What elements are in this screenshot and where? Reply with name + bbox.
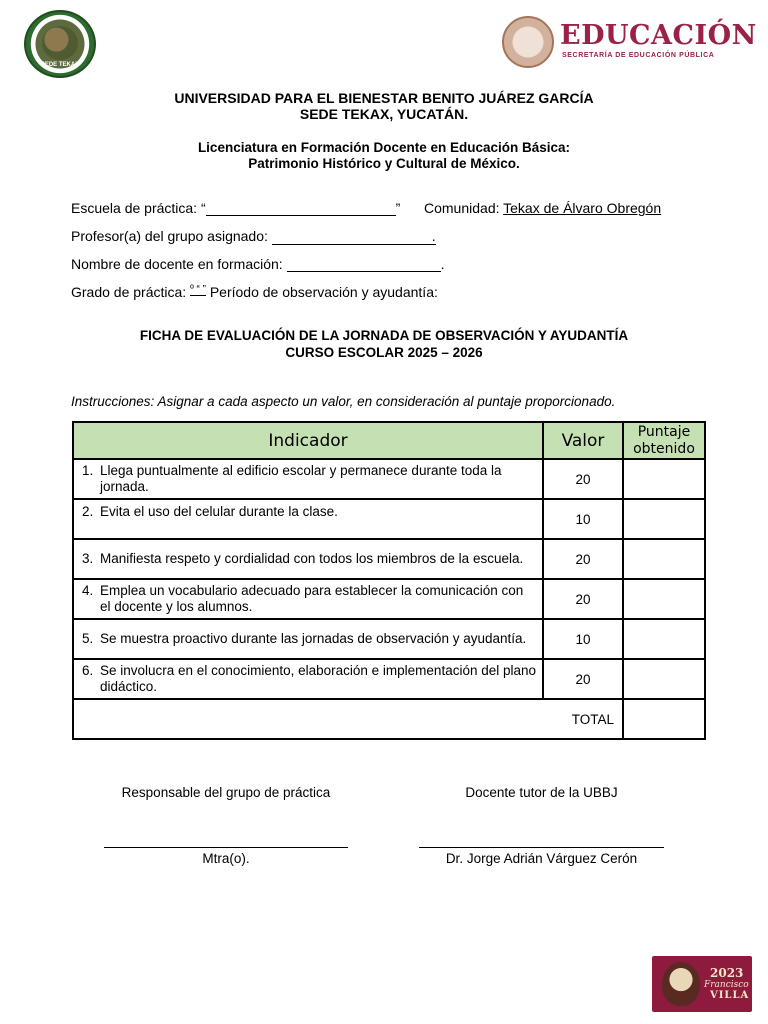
teacher-end: . [431,228,436,244]
score-cell[interactable] [623,659,705,699]
indicator-text: Se involucra en el conocimiento, elaboración e implementación del plano didáctico. [100,663,537,694]
indicator-text: Evita el uso del celular durante la clase. [100,504,338,519]
indicator-cell [73,619,543,659]
score-cell[interactable] [623,619,705,659]
table-row [73,459,705,499]
indicator-cell [73,539,543,579]
indicator-number: 1. [82,463,94,478]
table-header-row [73,422,705,459]
school-field [71,200,400,216]
header-indicator: Indicador [73,422,543,459]
indicator-number: 6. [82,663,94,678]
right-signature-role: Docente tutor de la UBBJ [465,785,618,800]
evaluation-table [72,421,706,740]
value-cell: 10 [543,619,623,659]
school-input-line[interactable] [206,202,396,216]
value-cell: 10 [543,499,623,539]
trainee-label: Nombre de docente en formación: [71,256,287,272]
table-row [73,659,705,699]
header-value: Valor [543,422,623,459]
indicator-number: 3. [82,551,94,566]
left-signature-line [104,847,348,848]
score-cell[interactable] [623,459,705,499]
total-label: TOTAL [73,699,623,739]
value-cell: 20 [543,659,623,699]
score-cell[interactable] [623,499,705,539]
sep-logo-title: EDUCACIÓN [560,20,757,51]
sep-logo-subtitle: SECRETARÍA DE EDUCACIÓN PÚBLICA [562,52,715,59]
right-signature-line [419,847,664,848]
indicator-number: 5. [82,631,94,646]
teacher-label: Profesor(a) del grupo asignado: [71,228,272,244]
table-row [73,619,705,659]
school-year: CURSO ESCOLAR 2025 – 2026 [285,345,483,360]
value-cell: 20 [543,459,623,499]
total-row [73,699,705,739]
indicator-text: Manifiesta respeto y cordialidad con todos los miembros de la escuela. [100,551,524,566]
score-cell[interactable] [623,579,705,619]
teacher-input-line[interactable] [272,231,432,245]
university-name: UNIVERSIDAD PARA EL BIENESTAR BENITO JUÁREZ GARCÍA [174,90,594,106]
campus-name: SEDE TEKAX, YUCATÁN. [299,106,469,122]
table-row [73,539,705,579]
instructions: Instrucciones: Asignar a cada aspecto un valor, en consideración al puntaje proporcionado. [71,394,616,409]
indicator-text: Emplea un vocabulario adecuado para establecer la comunicación con el docente y los alumnos. [100,583,524,614]
trainee-end: . [440,256,445,272]
trainee-input-line[interactable] [287,258,441,272]
degree-name: Licenciatura en Formación Docente en Educación Básica: [197,140,571,155]
evaluation-title: FICHA DE EVALUACIÓN DE LA JORNADA DE OBSERVACIÓN Y AYUDANTÍA [139,328,629,343]
grade-label: Grado de práctica: [71,284,191,300]
community-value: Tekax de Álvaro Obregón [503,200,662,216]
badge-year: 2023 [710,966,744,980]
value-cell: 20 [543,539,623,579]
program-name: Patrimonio Histórico y Cultural de México. [248,156,520,171]
header-score: Puntaje obtenido [623,422,705,459]
trainee-field [71,256,444,272]
table-row [73,499,705,539]
value-cell: 20 [543,579,623,619]
indicator-cell [73,459,543,499]
indicator-text: Se muestra proactivo durante las jornadas de observación y ayudantía. [100,631,527,646]
indicator-cell [73,659,543,699]
indicator-cell [73,579,543,619]
grade-field [71,284,438,300]
seal-emblem-icon [42,26,78,60]
teacher-field [71,228,436,245]
indicator-number: 2. [82,504,94,519]
period-label: Período de observación y ayudantía: [205,284,438,300]
left-signature-role: Responsable del grupo de práctica [121,785,331,800]
mexico-coat-of-arms-logo [502,16,554,68]
school-close-quote: ” [395,200,401,216]
grade-input[interactable]: º “ ” [190,284,206,295]
indicator-cell [73,499,543,539]
badge-surname: VILLA [710,990,750,1001]
left-signature-name: Mtra(o). [202,851,250,866]
school-label: Escuela de práctica: “ [71,200,206,216]
badge-name: Francisco [704,980,749,990]
total-score-cell[interactable] [623,699,705,739]
francisco-villa-badge [652,956,752,1012]
seal-text: SEDE TEKAX [40,62,80,68]
table-row [73,579,705,619]
community-label: Comunidad: [424,200,504,216]
indicator-text: Llega puntualmente al edificio escolar y permanece durante toda la jornada. [100,463,502,494]
indicator-number: 4. [82,583,94,598]
community-field [424,200,661,216]
portrait-icon [662,962,700,1006]
right-signature-name: Dr. Jorge Adrián Várguez Cerón [445,851,638,866]
university-seal-logo [24,10,96,78]
score-cell[interactable] [623,539,705,579]
